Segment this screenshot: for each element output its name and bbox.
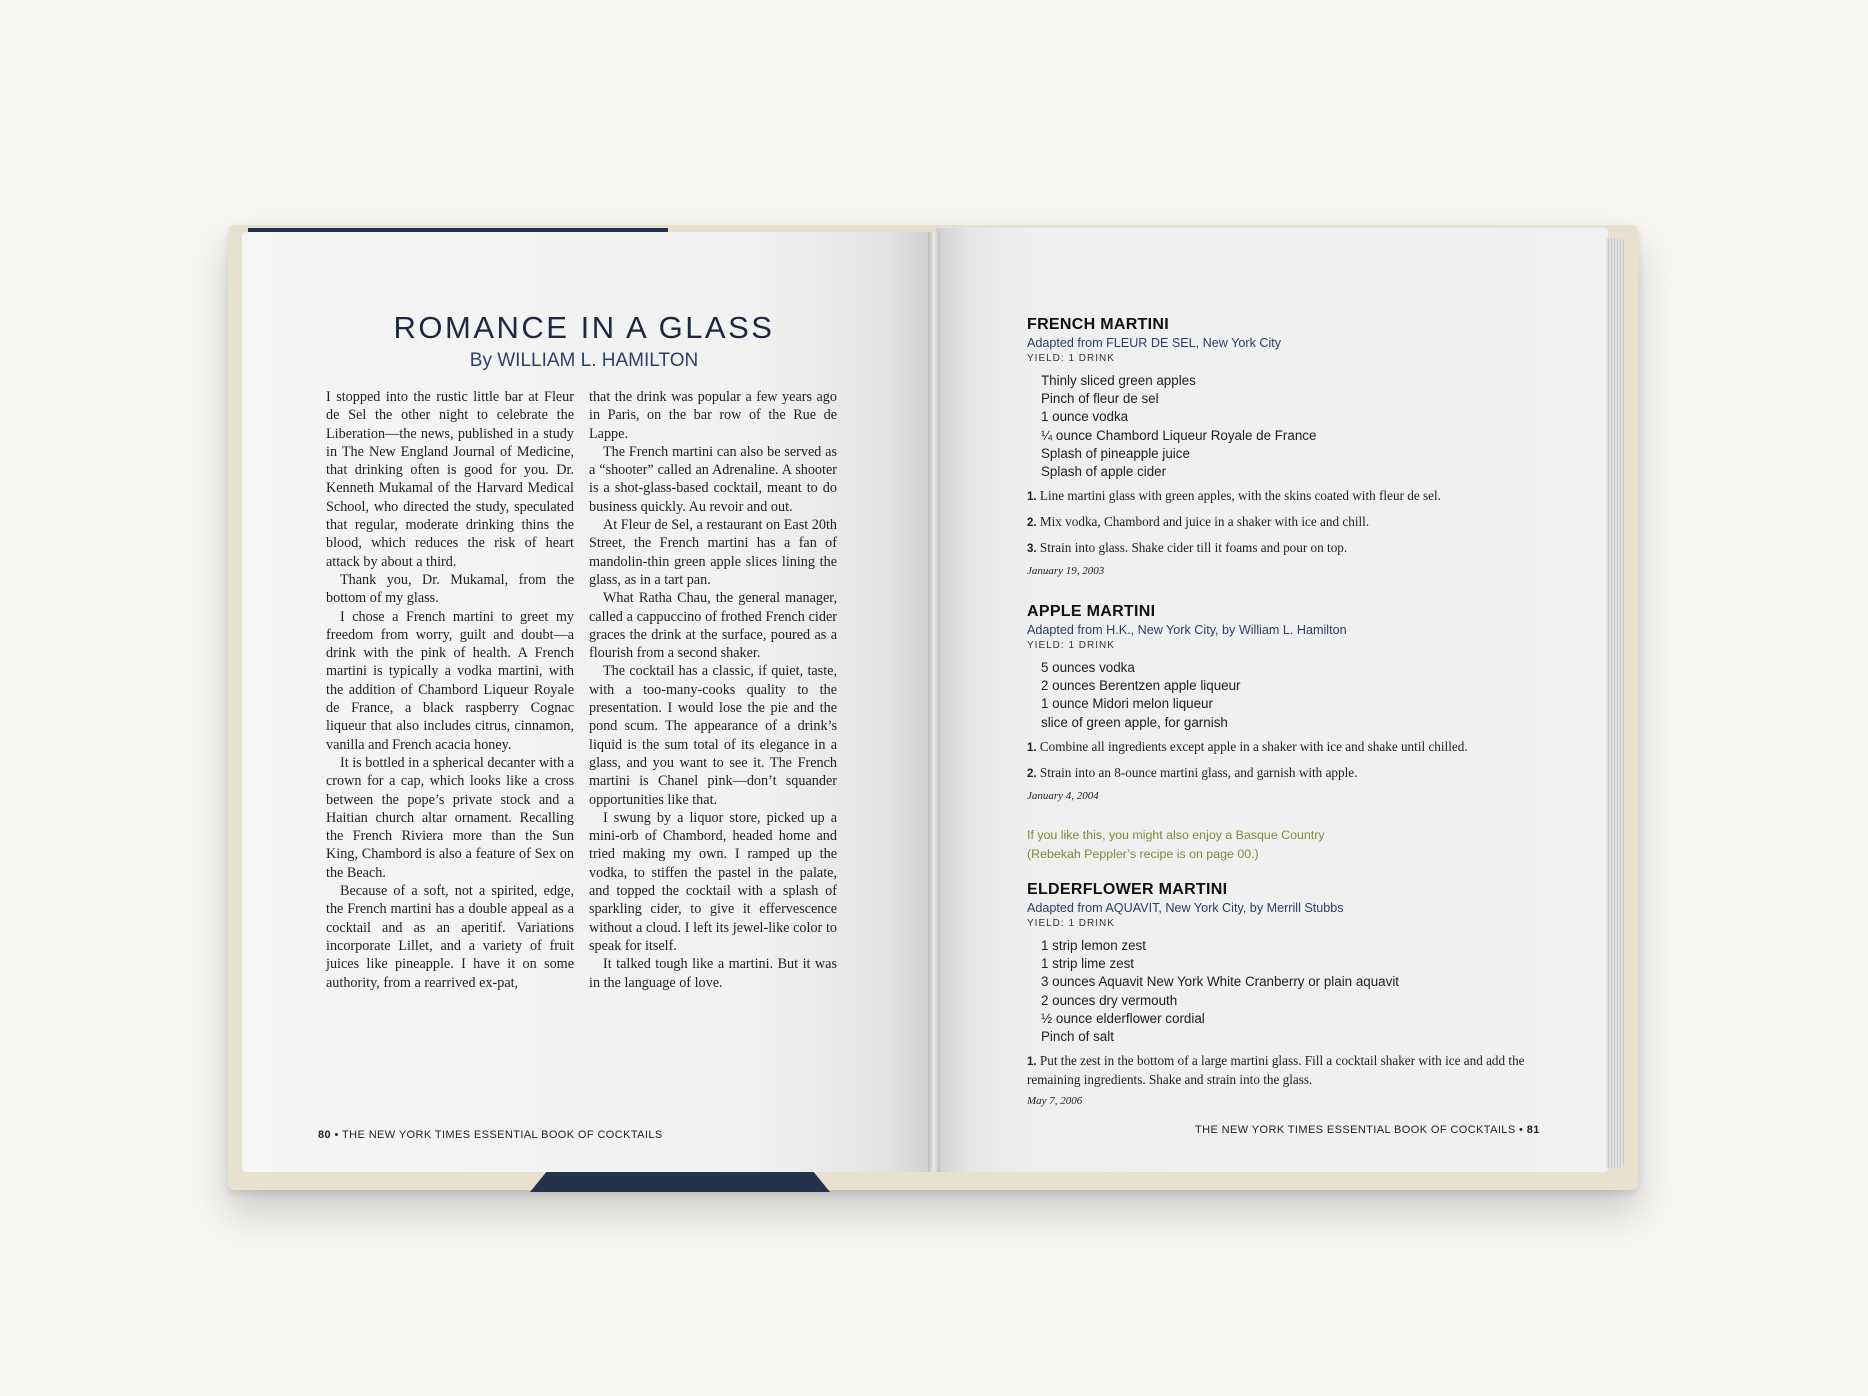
ingredient: ½ ounce elderflower cordial xyxy=(1041,1010,1205,1026)
suggestion-line: (Rebekah Peppler’s recipe is on page 00.) xyxy=(1027,846,1259,861)
step xyxy=(1027,764,1547,783)
paragraph: The French martini can also be served as a “shooter” called an Adrenaline. A shooter is a shot-glass-based cocktail, meant to do business quickly. Au revoir and out. xyxy=(589,443,837,515)
article-column-1 xyxy=(326,388,574,992)
paragraph: I chose a French martini to greet my freedom from worry, guilt and doubt—a drink with the pink of health. A French martini is typically a vodka martini, with the addition of Chambord Liqueur Royale de France, a black raspberry Cognac liqueur that also includes citrus, cinnamon, vanilla and French acacia honey. xyxy=(326,608,574,753)
paragraph: The cocktail has a classic, if quiet, taste, with a too-many-cooks quality to the presentation. I would lose the pie and the pond scum. The appearance of a drink’s liquid is the sum total of its elegance in a glass, and you want to see it. The French martini is Chanel pink—don’t squander opportunities like that. xyxy=(589,663,837,808)
ingredient-list xyxy=(1041,659,1547,732)
paragraph: What Ratha Chau, the general manager, called a cappuccino of frothed French cider graces the drink at the surface, poured as a flourish from a second shaker. xyxy=(589,590,837,662)
paragraph: It talked tough like a martini. But it was in the language of love. xyxy=(589,956,837,991)
ingredient: slice of green apple, for garnish xyxy=(1041,714,1228,730)
recipe-source: Adapted from AQUAVIT, New York City, by Merrill Stubbs xyxy=(1027,901,1344,915)
step xyxy=(1027,513,1547,532)
recipe-source: Adapted from FLEUR DE SEL, New York City xyxy=(1027,336,1282,350)
recipe-name: FRENCH MARTINI xyxy=(1027,316,1169,333)
footer-book-title: THE NEW YORK TIMES ESSENTIAL BOOK OF COCKTAILS xyxy=(342,1129,663,1141)
footer-separator: • xyxy=(334,1129,339,1141)
suggestion-note xyxy=(1027,826,1507,863)
ingredient: 5 ounces vodka xyxy=(1041,660,1135,675)
article-title xyxy=(0,310,1168,346)
step-text: Mix vodka, Chambord and juice in a shaker with ice and chill. xyxy=(1039,514,1370,530)
step-number: 2. xyxy=(1027,767,1037,780)
recipe-source: Adapted from H.K., New York City, by William L. Hamilton xyxy=(1027,623,1347,637)
step-text: Strain into glass. Shake cider till it foams and pour on top. xyxy=(1039,540,1348,556)
recipe-yield: YIELD: 1 DRINK xyxy=(1027,640,1115,651)
step xyxy=(1027,487,1547,506)
article-title-text: ROMANCE IN A GLASS xyxy=(393,310,775,345)
step-number: 1. xyxy=(1027,491,1037,504)
step-text: Put the zest in the bottom of a large martini glass. Fill a cocktail shaker with ice and add the remaining ingredients. Shake and strain into the glass. xyxy=(1027,1053,1525,1088)
ingredient: 2 ounces dry vermouth xyxy=(1041,992,1178,1008)
suggestion-line: If you like this, you might also enjoy a Basque Country xyxy=(1027,828,1325,842)
recipe-date: January 19, 2003 xyxy=(1027,565,1105,578)
page-number: 80 xyxy=(318,1129,332,1141)
paragraph: that the drink was popular a few years ago in Paris, on the bar row of the Rue de Lappe. xyxy=(589,389,837,442)
step-text: Combine all ingredients except apple in a shaker with ice and shake until chilled. xyxy=(1039,738,1468,754)
paragraph: I stopped into the rustic little bar at Fleur de Sel the other night to celebrate the Liberation—the news, published in a study in The New England Journal of Medicine, that drinking often is good for you. Dr. Kenneth Mukamal of the Harvard Medical School, who directed the study, speculated that regular, moderate drinking thins the blood, which reduces the risk of heart attack by about a third. xyxy=(326,389,574,570)
step xyxy=(1027,738,1547,757)
byline-prefix: By xyxy=(469,350,492,371)
recipe-name: ELDERFLOWER MARTINI xyxy=(1027,881,1228,898)
recipe-yield: YIELD: 1 DRINK xyxy=(1027,918,1115,929)
step-number: 2. xyxy=(1027,517,1037,530)
recipe-date: January 4, 2004 xyxy=(1027,789,1099,802)
ingredient: 2 ounces Berentzen apple liqueur xyxy=(1041,678,1241,694)
recipe-name: APPLE MARTINI xyxy=(1027,603,1156,620)
article-byline xyxy=(0,350,1168,372)
paragraph: It is bottled in a spherical decanter with a crown for a cap, which looks like a cross between the pope’s private stock and a Haitian church altar ornament. Recalling the French Riviera more than the Sun King, Chambord is also a feature of Sex on the Beach. xyxy=(326,754,575,881)
byline-author: WILLIAM L. HAMILTON xyxy=(497,350,699,371)
ingredient-list xyxy=(1041,372,1547,481)
book-gutter xyxy=(928,232,940,1172)
step-list xyxy=(1027,487,1547,558)
ingredient: Thinly sliced green apples xyxy=(1041,373,1196,388)
recipe-elderflower-martini xyxy=(1027,881,1547,1107)
recipe-french-martini xyxy=(1027,316,1547,577)
cover-navy-edge-bottom xyxy=(530,1170,830,1192)
step-text: Strain into an 8-ounce martini glass, and garnish with apple. xyxy=(1039,764,1358,780)
ingredient: Pinch of salt xyxy=(1041,1029,1114,1045)
paragraph: Thank you, Dr. Mukamal, from the bottom of my glass. xyxy=(326,571,574,607)
step-number: 3. xyxy=(1027,543,1037,556)
recipe-yield: YIELD: 1 DRINK xyxy=(1027,353,1115,364)
right-page-footer xyxy=(1195,1124,1540,1136)
step xyxy=(1027,539,1547,558)
ingredient: 1 strip lime zest xyxy=(1041,956,1135,972)
step xyxy=(1027,1052,1547,1088)
paragraph: I swung by a liquor store, picked up a mini-orb of Chambord, headed home and tried making my own. I ramped up the vodka, to stiffen the pastel in the palate, and topped the cocktail with a splash of sparkling cider, to give it effervescence without a cloud. I left its jewel-like color to speak for itself. xyxy=(589,809,837,954)
ingredient: 1 strip lemon zest xyxy=(1041,938,1146,953)
ingredient: 1 ounce vodka xyxy=(1041,409,1129,425)
ingredient: 3 ounces Aquavit New York White Cranberry or plain aquavit xyxy=(1041,974,1400,990)
ingredient: Splash of apple cider xyxy=(1041,464,1167,480)
left-page-footer xyxy=(318,1129,663,1141)
paragraph: Because of a soft, not a spirited, edge, the French martini has a double appeal as a cocktail and as an aperitif. Variations incorporate Lillet, and a variety of fruit juices like pineapple. I have it on some authority, from a rearrived ex-pat, xyxy=(326,883,574,991)
step-text: Line martini glass with green apples, with the skins coated with fleur de sel. xyxy=(1039,488,1441,504)
step-list xyxy=(1027,1052,1547,1088)
page-edges xyxy=(1606,238,1624,1168)
ingredient: ¼ ounce Chambord Liqueur Royale de France xyxy=(1041,427,1317,443)
step-number: 1. xyxy=(1027,741,1037,754)
footer-separator: • xyxy=(1519,1124,1524,1136)
ingredient-list xyxy=(1041,937,1547,1046)
ingredient: Splash of pineapple juice xyxy=(1041,445,1190,461)
footer-book-title: THE NEW YORK TIMES ESSENTIAL BOOK OF COCKTAILS xyxy=(1195,1124,1516,1136)
step-list xyxy=(1027,738,1547,783)
step-number: 1. xyxy=(1027,1056,1037,1069)
paragraph: At Fleur de Sel, a restaurant on East 20th Street, the French martini has a fan of mandolin-thin green apple slices lining the glass, as in a tart pan. xyxy=(589,517,837,588)
ingredient: 1 ounce Midori melon liqueur xyxy=(1041,696,1213,712)
article-column-2 xyxy=(589,388,837,992)
page-number: 81 xyxy=(1526,1124,1540,1136)
ingredient: Pinch of fleur de sel xyxy=(1041,391,1159,407)
recipe-date: May 7, 2006 xyxy=(1027,1095,1083,1108)
recipe-apple-martini xyxy=(1027,603,1547,802)
